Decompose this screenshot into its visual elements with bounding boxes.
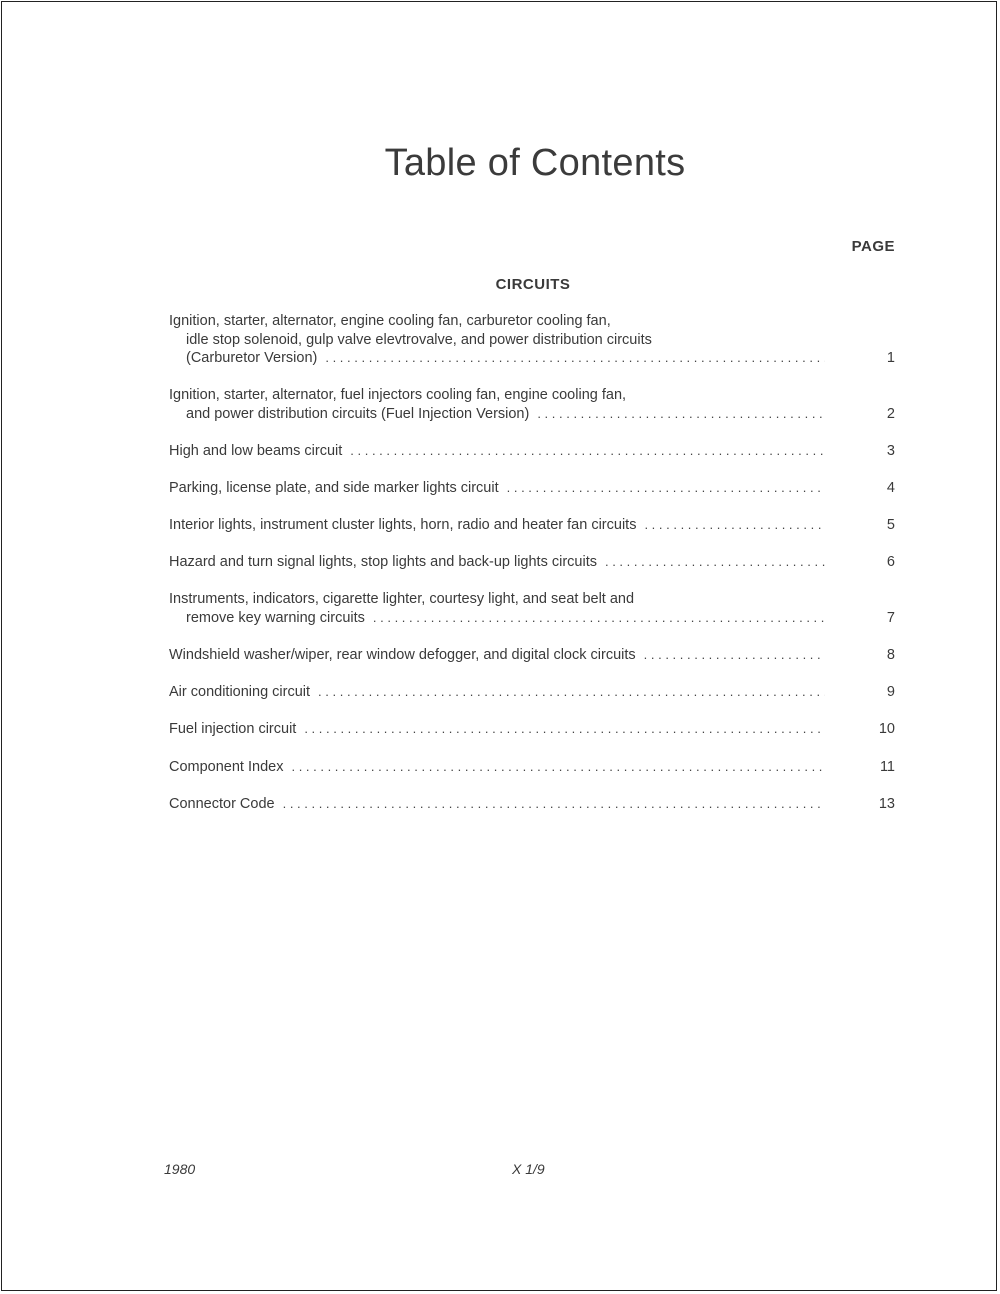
toc-page-number: 7 [886, 609, 895, 626]
toc-entry[interactable] [169, 683, 895, 702]
toc-entry-text: Fuel injection circuit [169, 721, 297, 737]
toc-entry[interactable] [169, 553, 895, 572]
section-heading: CIRCUITS [495, 276, 571, 293]
toc-page-number: 5 [886, 517, 895, 533]
dot-leader [304, 720, 825, 739]
dot-leader [537, 405, 825, 424]
toc-page-number: 1 [886, 350, 895, 366]
footer-year: 1980 [164, 1161, 196, 1177]
toc-entry[interactable] [169, 312, 895, 368]
dot-leader [373, 609, 825, 628]
toc-entry-text: Parking, license plate, and side marker lights circuit [169, 480, 499, 496]
toc-page-number: 13 [878, 796, 895, 812]
toc-page-number: 9 [886, 684, 895, 700]
toc-entry-text: Ignition, starter, alternator, fuel injectors cooling fan, engine cooling fan, [169, 387, 627, 403]
dot-leader [644, 516, 825, 535]
toc-entry[interactable] [169, 720, 895, 739]
toc-entry-text: Windshield washer/wiper, rear window defogger, and digital clock circuits [169, 647, 636, 663]
toc-entry[interactable] [169, 646, 895, 665]
toc-entry-text: Instruments, indicators, cigarette lighter, courtesy light, and seat belt and [169, 591, 635, 607]
dot-leader [605, 553, 825, 572]
toc-entry[interactable] [169, 590, 895, 627]
page-column-label: PAGE [851, 238, 895, 255]
dot-leader [350, 442, 825, 461]
dot-leader [283, 795, 825, 814]
toc-page-number: 6 [886, 554, 895, 570]
toc-entry[interactable] [169, 386, 895, 423]
dot-leader [644, 646, 825, 665]
toc-entry-text: remove key warning circuits [186, 609, 365, 626]
toc-page-number: 11 [879, 759, 895, 775]
toc-entry-text: idle stop solenoid, gulp valve elevtrovalve, and power distribution circuits [186, 331, 652, 348]
dot-leader [325, 349, 825, 368]
toc-entry-text: and power distribution circuits (Fuel Injection Version) [186, 405, 530, 422]
dot-leader [291, 758, 825, 777]
toc-entry[interactable] [169, 758, 895, 777]
dot-leader [507, 479, 825, 498]
toc-entry[interactable] [169, 795, 895, 814]
toc-page-number: 2 [886, 405, 895, 422]
dot-leader [318, 683, 825, 702]
toc-page-number: 4 [886, 480, 895, 496]
toc-page-number: 8 [886, 647, 895, 663]
toc-entry-text: (Carburetor Version) [186, 350, 318, 366]
toc-entry-text: Hazard and turn signal lights, stop lights and back-up lights circuits [169, 554, 597, 570]
footer-model: X 1/9 [512, 1161, 545, 1177]
toc-entry[interactable] [169, 479, 895, 498]
toc-page-number: 3 [886, 443, 895, 459]
toc-entry-text: Air conditioning circuit [169, 684, 311, 700]
toc-entry-text: Ignition, starter, alternator, engine cooling fan, carburetor cooling fan, [169, 313, 611, 329]
toc-entry[interactable] [169, 442, 895, 461]
toc-entry-text: High and low beams circuit [169, 443, 343, 459]
toc-page-number: 10 [878, 721, 895, 737]
page-title: Table of Contents [384, 142, 686, 184]
toc-entry[interactable] [169, 516, 895, 535]
toc-entry-text: Component Index [169, 759, 284, 775]
toc-entry-text: Interior lights, instrument cluster lights, horn, radio and heater fan circuits [169, 517, 637, 533]
toc-entry-text: Connector Code [169, 796, 275, 812]
